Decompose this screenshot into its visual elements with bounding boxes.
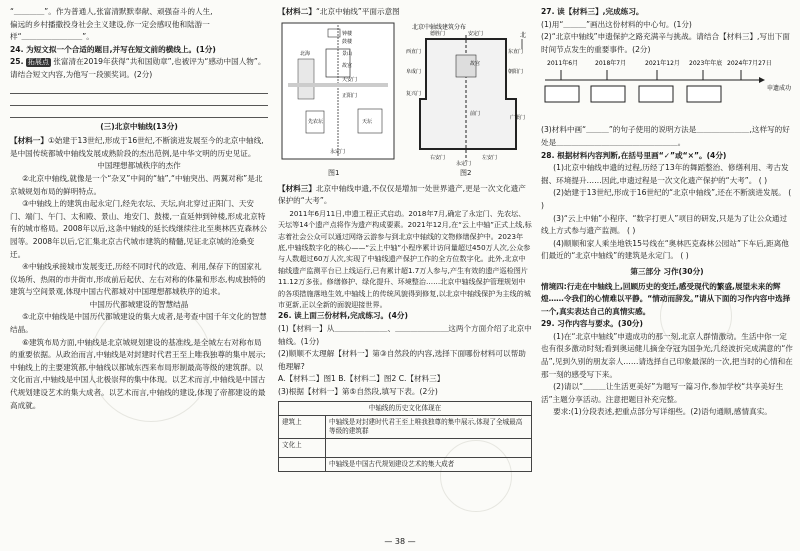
table-cell-blank[interactable] [326, 438, 532, 457]
paragraph: ⑥建筑布局方面,中轴线是北京城规划建设的基准线,是全城左右对称布局的重要依据。从政治而言,中轴线是对封建时代君王至上唯我独尊的集中展示;中轴线上的主要建筑都,中轴线以都城东西来布局形制最高等级的建筑群。以文化而言,中轴线是中国人北极崇拜的集中体现。以艺术而言,中轴线是中国古代规划建设艺术的集大成者。以艺术而言,中轴线的建设,体现了帝都建设的最高成就。 [10, 337, 266, 410]
question-28: 28. 根据材料内容判断,在括号里画“✓”或“×”。(4分) [541, 150, 727, 160]
question-29: 29. 习作内容与要求。(30分) [541, 319, 643, 329]
question-26: 26. 读上面三份材料,完成练习。(4分) [278, 311, 408, 321]
timeline-date: 2024年7月27日 [727, 60, 772, 68]
paragraph: ②北京中轴线,就像是一个“杂叉”中间的“轴”,“中轴突出、两翼对称”是北京城规划布局的鲜明特点。 [10, 173, 263, 196]
paragraph: ④中轴线承接城市发展变迁,历经不同时代的改造、利用,保存下的国家礼仪场所、热闹的市井街市,形成前后起伏、左右对称的体量和形态,构成独特的建筑与空间景观,体现中国古代都城对中国理想都城秩序的追求。 [10, 262, 266, 297]
question-27: 27. 读【材料三】,完成练习。 [541, 7, 644, 16]
material-text: 北京中轴线申遗,不仅仅是增加一处世界遗产,更是一次文化遗产保护的“大考”。 [278, 183, 526, 206]
question-29-requirements: 要求:(1)分段表述,把重点部分写详细些。(2)语句通顺,感情真实。 [553, 407, 772, 417]
timeline-answer-box[interactable] [591, 86, 625, 102]
map-label: 正阳门 [342, 92, 358, 99]
map-label: 永定门 [330, 148, 346, 155]
material-label: 【材料一】 [10, 136, 48, 146]
paragraph: ⑤北京中轴线是中国历代都城建设的集大成者,是考查中国千年文化的智慧结晶。 [10, 312, 267, 335]
part-title: 第三部分 习作(30分) [630, 266, 704, 276]
question-25 [10, 56, 268, 81]
map-label: 先农坛 [308, 118, 324, 125]
material-label: 【材料三】 [278, 183, 316, 193]
timeline-date: 2011年6月 [547, 60, 579, 68]
table-header: 中轴线的历史文化体现在 [279, 401, 532, 415]
paragraph: ③中轴线上的建筑由起永定门,经先农坛、天坛,向北穿过正阳门、天安门、端门、午门、太和殿、景山、地安门、鼓楼,一直延伸到钟楼,形成北京特有的城市格局。2008年以后,这条中轴线的延长线继续往北至奥林匹克森林公园等。2008年以后,它汇集北京古代城市建筑的精髓,见证北京城的沧桑变迁。 [10, 199, 268, 259]
timeline-answer-box[interactable] [545, 86, 579, 102]
subheading: 中国理想都城秩序的杰作 [97, 161, 181, 171]
question-number: 25. [10, 57, 24, 67]
answer-line[interactable] [10, 106, 268, 118]
left-column [10, 6, 268, 412]
map-label: 德胜门 [430, 30, 446, 37]
timeline-date: 2021年12月 [645, 60, 680, 68]
map-label: 景山 [342, 50, 353, 57]
map-figure-2 [406, 19, 532, 169]
judge-item[interactable]: (1)北京中轴线申遗的过程,历经了13年的舞蹈整治、修缮利用、考古发掘、环境提升……因此,申遗过程是一次文化遗产保护的“大考”。 ( ) [541, 163, 789, 185]
question-27-2: (2)“北京中轴线”申遗保护之路充满辛与挑战。请结合【材料三】,写出下面时间节点发生的重要事件。(2分) [541, 32, 790, 54]
map-title: 北京中轴线建筑分布 [412, 23, 467, 31]
question-26-3: (3)根据【材料一】第⑤自然段,填写下表。(2分) [278, 387, 438, 396]
map-label: 阜成门 [406, 68, 422, 75]
map-label: 钟楼 [342, 30, 353, 37]
question-26-1: (1)【材料一】从＿＿＿＿＿＿＿、＿＿＿＿＿＿＿这两个方面介绍了北京中轴线。(1分) [278, 324, 532, 346]
table-cell: 建筑上 [279, 415, 326, 438]
map-label: 故宫 [470, 60, 481, 67]
map-label: 右安门 [430, 154, 446, 161]
timeline-diagram [541, 56, 793, 124]
map-label: 故宫 [342, 62, 353, 69]
page-number: — 38 — [384, 537, 416, 546]
question-26-2: (2)顺顺不太理解【材料一】第③自然段的内容,选择下面哪份材料可以帮助他理解? [278, 349, 526, 371]
material-3 [278, 183, 532, 208]
material-label: 【材料二】 [278, 7, 316, 16]
map-label: 天安门 [342, 76, 358, 83]
question-29-2: (2)请以“＿＿＿让生活更美好”为题写一篇习作,参加学校“共享美好生活”主题分享活动。注意把题目补充完整。 [541, 382, 784, 404]
north-icon: 北 [520, 31, 527, 39]
map-label: 鼓楼 [342, 38, 353, 45]
question-text: 张富清在2019年获得“共和国勋章”,也被评为“感动中国人物”。请结合短文内容,为他写一段颁奖词。(2分) [10, 57, 266, 79]
material-1 [10, 135, 268, 160]
figure-caption: 图1 [328, 168, 340, 177]
map-label: 东直门 [508, 48, 524, 55]
question-27-3: (3)材料中画“＿＿＿”的句子使用的说明方法是＿＿＿＿＿＿＿,这样写的好处是＿＿＿＿＿＿＿＿＿＿＿＿＿＿＿＿。 [541, 125, 790, 147]
judge-item[interactable]: (2)始建于13世纪,形成于16世纪的“北京中轴线”,还在不断演进发展。 ( ) [541, 188, 792, 210]
table-row [279, 457, 532, 471]
map-label: 西直门 [406, 48, 422, 55]
timeline-end-label: 申遗成功 [767, 85, 792, 93]
question-24: 24. 为短文拟一个合适的题目,并写在短文前的横线上。(1分) [10, 44, 216, 54]
timeline-answer-box[interactable] [639, 86, 673, 102]
timeline-answer-box[interactable] [687, 86, 721, 102]
text-line: 样“＿＿＿＿＿＿＿＿”。 [10, 32, 94, 42]
answer-line[interactable] [10, 82, 268, 94]
map-label: 复兴门 [406, 90, 422, 97]
subheading: 中国历代都城建设的智慧结晶 [89, 299, 189, 309]
middle-column [278, 6, 532, 472]
table-row[interactable] [279, 438, 532, 457]
situation-text: 情境四:行走在中轴线上,回顾历史的变迁,感受现代的繁盛,展望未来的辉煌……令我们的心情难以平静。“情动而辞发。”请从下面的习作内容中选择一个,真实表达自己的真情实感。 [541, 281, 791, 316]
table-cell: 中轴线是对封建时代君王至上唯我独尊的集中展示,体现了全城最高等级的建筑群 [326, 415, 532, 438]
map-label: 朝阳门 [508, 68, 524, 75]
judge-item[interactable]: (3)“云上中轴”小程序、“数字打更人”项目的研发,只是为了让公众通过线上方式参与遗产监测。 ( ) [541, 213, 788, 236]
material-title: “北京中轴线”平面示意图 [315, 7, 400, 16]
answer-line[interactable] [10, 94, 268, 106]
figure-caption: 图2 [460, 168, 472, 177]
map-label: 广渠门 [510, 114, 526, 121]
text-line: “＿＿＿＿”。作为普通人,张富清默默奉献、顽强奋斗的人生, [10, 7, 213, 16]
section-title: (三)北京中轴线(13分) [100, 121, 178, 131]
paragraph: 2011年6月11日,申遗工程正式启动。2018年7月,确定了永定门、先农坛、天坛等14个遗产点将作为遗产构成要素。2021年12月,在“云上中轴”正式上线,标志着社会公众可以通过网络云游参与到北京中轴线的文物修缮保护中。2023年底,中轴线数字化的核心——“云上中轴”小程序累计访问量超过450万人次,公众参与人数超过60万人次,实现了中轴线遗产保护工作的全方位数字化。此外,北京中轴线遗产监测平台已上线运行,已有累计超1.7万人参与,产生有效的遗产巡检图片11.12万多张。修缮修护、绿化提升、环境整治……北京中轴线保护管理规划中的各项措施落地生效,中轴线上的传统风貌得到修复,以北京中轴线保护为主线的城市更新,正以全新的面貌迎接世界。 [278, 208, 532, 310]
tag-badge: 拓展点 [27, 58, 49, 67]
question-26-options[interactable]: A.【材料二】图1 B.【材料二】图2 C.【材料三】 [278, 374, 445, 384]
map-figure-1 [278, 19, 398, 169]
map-label: 左安门 [482, 154, 498, 161]
question-29-1: (1)在“北京中轴线”申遗成功的那一刻,北京人群情激动。生活中你一定也有很多激动时刻;看到奥运健儿摘金夺冠为国争光,几经波折完成满意的“作品”,见到久别的朋友亲人……请选择自己印象最深的一次,把当时的心情和在那一刻的感受写下来。 [541, 331, 793, 379]
map-label: 安定门 [468, 30, 484, 37]
map-label: 北海 [300, 50, 311, 57]
map-label: 天坛 [362, 118, 373, 125]
right-column [541, 6, 793, 419]
judge-item[interactable]: (4)顺顺和家人乘坐地铁15号线在“奥林匹克森林公园站”下车后,距离他们最近的“北京中轴线”的建筑是永定门。 ( ) [541, 238, 789, 261]
timeline-date: 2023年年底 [689, 60, 723, 68]
timeline [541, 56, 793, 124]
material-text: ①始建于13世纪,形成于16世纪,不断演进发展至今的北京中轴线,是中国传统都城中轴线发展成熟阶段的杰出范例,是中华文明的历史见证。 [10, 136, 264, 158]
material-2-heading [278, 6, 532, 19]
table-row [279, 415, 532, 438]
answer-table [278, 401, 532, 472]
map-figures [278, 19, 532, 179]
question-27-1: (1)用“＿＿＿”画出这份材料的中心句。(1分) [541, 19, 692, 29]
table-cell: 文化上 [279, 438, 326, 457]
text-line: 偏远的乡村播撒投身社会主义建设,你一定会感叹他和陆游一 [10, 19, 210, 29]
map-label: 永定门 [456, 160, 472, 167]
map-label: 前门 [470, 110, 481, 117]
table-cell [279, 457, 326, 471]
table-cell: 中轴线是中国古代规划建设艺术的集大成者 [326, 457, 532, 471]
timeline-date: 2018年7月 [595, 60, 627, 68]
